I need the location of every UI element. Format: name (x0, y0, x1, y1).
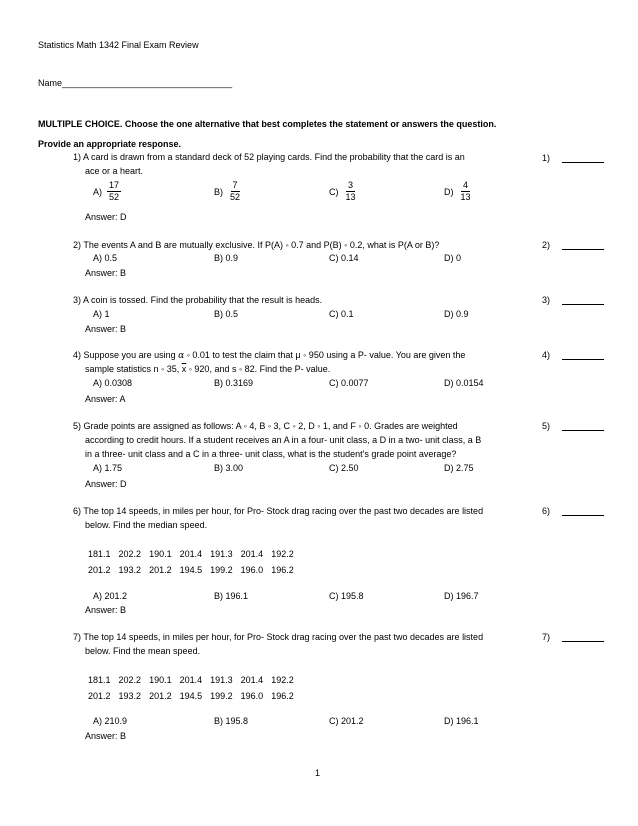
name-field: Name__________________________________ (38, 78, 233, 88)
choice-d: D) 2.75 (444, 463, 474, 473)
question-text: in a three- unit class and a C in a three- unit class, what is the student's grade point average? (85, 449, 457, 459)
choice-a: A) 201.2 (93, 591, 128, 601)
choice-c: C) 0.14 (329, 253, 359, 263)
choice-b: B) 195.8 (214, 716, 249, 726)
choice-b: B) 3.00 (214, 463, 244, 473)
section-heading: MULTIPLE CHOICE. Choose the one alternative that best completes the statement or answers the question. (38, 119, 497, 129)
choice-b: B) 0.5 (214, 309, 239, 319)
question-text: ace or a heart. (85, 166, 144, 176)
xbar-symbol: $\overline{x}$ (181, 364, 187, 374)
choice-b: B) 196.1 (214, 591, 249, 601)
answer-blank[interactable]: 4) (542, 350, 604, 360)
question-text: below. Find the median speed. (85, 520, 208, 530)
choice-b: B) 0.9 (214, 253, 239, 263)
answer-label: Answer: A (85, 394, 126, 404)
data-table (88, 546, 302, 578)
question-number: 4) (73, 350, 82, 360)
question-number: 2) (73, 240, 82, 250)
table-row: 181.1 202.2 190.1 201.4 191.3 201.4 192.2 (88, 675, 294, 685)
choice-a: A) 210.9 (93, 716, 128, 726)
answer-label: Answer: D (85, 212, 127, 222)
answer-label: Answer: B (85, 324, 127, 334)
question-text: A coin is tossed. Find the probability that the result is heads. (83, 295, 323, 305)
answer-blank[interactable]: 7) (542, 632, 604, 642)
data-table (88, 672, 302, 704)
choice-a: A) 0.5 (93, 253, 118, 263)
table-row: 181.1 202.2 190.1 201.4 191.3 201.4 192.2 (88, 549, 294, 559)
question-text: according to credit hours. If a student receives an A in a four- unit class, a D in a two- unit class, a B (85, 435, 482, 445)
choice-c: C) 0.0077 (329, 378, 369, 388)
choice-a: A) 1 (93, 309, 110, 319)
answer-label: Answer: B (85, 268, 127, 278)
question-text: A card is drawn from a standard deck of 52 playing cards. Find the probability that the card is an (83, 152, 465, 162)
choice-a: A) 0.0308 (93, 378, 133, 388)
choice-c: C) 201.2 (329, 716, 364, 726)
page-number: 1 (315, 768, 321, 778)
answer-blank[interactable]: 3) (542, 295, 604, 305)
answer-blank[interactable]: 5) (542, 421, 604, 431)
choice-d: D) $\frac{4}{13}$ (444, 180, 471, 202)
choice-c: C) 0.1 (329, 309, 354, 319)
answer-blank[interactable]: 2) (542, 240, 604, 250)
question-text: The top 14 speeds, in miles per hour, for Pro- Stock drag racing over the past two decades are listed (83, 632, 484, 642)
choice-a: A) 1.75 (93, 463, 123, 473)
table-row: 201.2 193.2 201.2 194.5 199.2 196.0 196.2 (88, 691, 294, 701)
question-text: The top 14 speeds, in miles per hour, for Pro- Stock drag racing over the past two decades are listed (83, 506, 484, 516)
question-number: 6) (73, 506, 82, 516)
question-number: 5) (73, 421, 82, 431)
answer-label: Answer: D (85, 479, 127, 489)
question-text: The events A and B are mutually exclusive. If P(A) ◦ 0.7 and P(B) ◦ 0.2, what is P(A or B)? (83, 240, 440, 250)
choice-b: B) $\frac{7}{52}$ (214, 180, 241, 202)
choice-d: D) 196.7 (444, 591, 479, 601)
question-number: 3) (73, 295, 82, 305)
question-text: Grade points are assigned as follows: A ◦ 4, B ◦ 3, C ◦ 2, D ◦ 1, and F ◦ 0. Grades are weighted (83, 421, 458, 431)
document-title: Statistics Math 1342 Final Exam Review (38, 40, 199, 50)
choice-d: D) 0.0154 (444, 378, 484, 388)
choice-d: D) 0 (444, 253, 462, 263)
answer-label: Answer: B (85, 731, 127, 741)
question-number: 7) (73, 632, 82, 642)
alpha-symbol: α (178, 351, 185, 361)
choice-d: D) 196.1 (444, 716, 479, 726)
choice-c: C) 2.50 (329, 463, 359, 473)
question-text: below. Find the mean speed. (85, 646, 201, 656)
choice-c: C) $\frac{3}{13}$ (329, 180, 356, 202)
answer-label: Answer: B (85, 605, 127, 615)
choice-c: C) 195.8 (329, 591, 364, 601)
choice-b: B) 0.3169 (214, 378, 254, 388)
choice-a: A) $\frac{17}{52}$ (93, 180, 120, 202)
answer-blank[interactable]: 1) (542, 153, 604, 163)
answer-blank[interactable]: 6) (542, 506, 604, 516)
table-row: 201.2 193.2 201.2 194.5 199.2 196.0 196.2 (88, 565, 294, 575)
question-number: 1) (73, 152, 82, 162)
section-subheading: Provide an appropriate response. (38, 139, 182, 149)
choice-d: D) 0.9 (444, 309, 469, 319)
